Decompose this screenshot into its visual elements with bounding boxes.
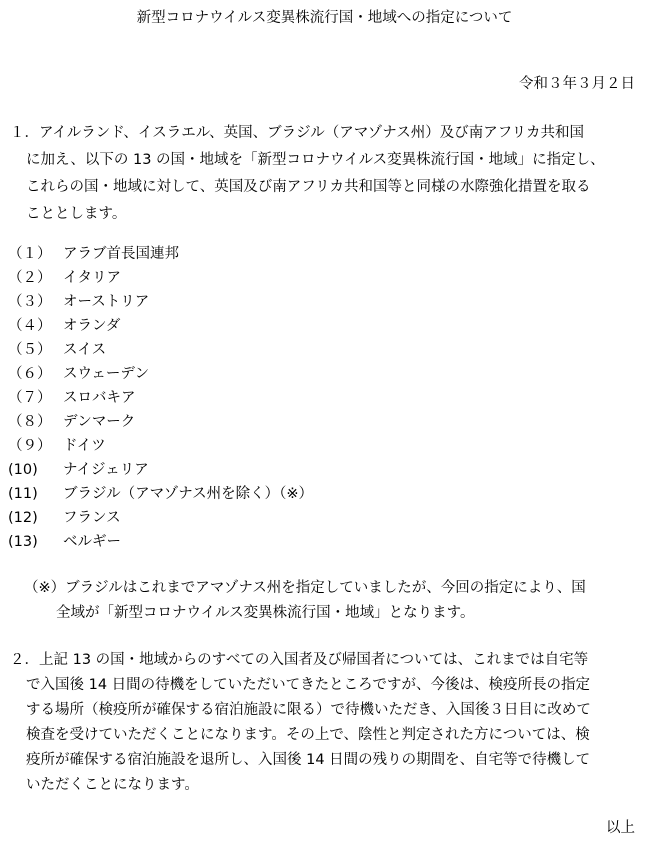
paragraph-1-line: これらの国・地域に対して、英国及び南アフリカ共和国等と同様の水際強化措置を取る <box>26 179 591 195</box>
list-number: (10) <box>8 462 38 478</box>
country-name: オーストリア <box>63 294 150 310</box>
country-name: オランダ <box>63 318 121 334</box>
country-name: ベルギー <box>63 534 121 550</box>
list-number: （９） <box>8 438 52 454</box>
country-name: イタリア <box>63 270 121 286</box>
paragraph-2-line: する場所（検疫所が確保する宿泊施設に限る）で待機いただき、入国後３日目に改めて <box>26 702 591 718</box>
document-title: 新型コロナウイルス変異株流行国・地域への指定について <box>136 10 513 26</box>
country-name: アラブ首長国連邦 <box>63 246 179 262</box>
list-number: （７） <box>8 390 52 406</box>
list-number: （５） <box>8 342 52 358</box>
list-number: （４） <box>8 318 52 334</box>
country-list-item <box>8 362 313 386</box>
country-list-item <box>8 458 313 482</box>
list-number: (11) <box>8 486 38 502</box>
country-name: フランス <box>63 510 121 526</box>
paragraph-2-line: 疫所が確保する宿泊施設を退所し、入国後 14 日間の残りの期間を、自宅等で待機して <box>26 752 591 768</box>
country-name: デンマーク <box>63 414 136 430</box>
paragraph-2 <box>10 648 640 798</box>
country-list-item <box>8 410 313 434</box>
country-list-item <box>8 506 313 530</box>
paragraph-2-line: いただくことになります。 <box>26 777 199 793</box>
country-list-item <box>8 266 313 290</box>
brazil-note <box>24 576 638 626</box>
document-date: 令和３年３月２日 <box>519 76 635 92</box>
country-list-item <box>8 386 313 410</box>
country-name: ブラジル（アマゾナス州を除く）（※） <box>63 486 314 502</box>
paragraph-1-line: １．アイルランド、イスラエル、英国、ブラジル（アマゾナス州）及び南アフリカ共和国 <box>10 125 584 141</box>
country-name: スロバキア <box>63 390 136 406</box>
list-number: （２） <box>8 270 52 286</box>
list-number: （８） <box>8 414 52 430</box>
paragraph-2-line: で入国後 14 日間の待機をしていただいてきたところですが、今後は、検疫所長の指定 <box>26 677 591 693</box>
country-list-item <box>8 530 313 554</box>
paragraph-1-line: に加え、以下の 13 の国・地域を「新型コロナウイルス変異株流行国・地域」に指定し、 <box>26 152 605 168</box>
country-list-item <box>8 434 313 458</box>
list-number: （１） <box>8 246 52 262</box>
country-name: スイス <box>63 342 107 358</box>
country-name: ナイジェリア <box>63 462 149 478</box>
country-list-item <box>8 314 313 338</box>
country-list <box>8 242 313 554</box>
paragraph-1 <box>10 120 638 228</box>
country-list-item <box>8 482 313 506</box>
paragraph-2-line: 検査を受けていただくことになります。その上で、陰性と判定された方については、検 <box>26 727 590 743</box>
list-number: (12) <box>8 510 38 526</box>
country-name: スウェーデン <box>63 366 150 382</box>
note-line: 全域が「新型コロナウイルス変異株流行国・地域」となります。 <box>56 605 475 621</box>
list-number: （６） <box>8 366 52 382</box>
paragraph-1-line: こととします。 <box>26 206 127 222</box>
country-list-item <box>8 290 313 314</box>
closing-mark: 以上 <box>606 820 635 836</box>
country-list-item <box>8 242 313 266</box>
paragraph-2-line: ２．上記 13 の国・地域からのすべての入国者及び帰国者については、これまでは自宅等 <box>10 652 589 668</box>
list-number: (13) <box>8 534 38 550</box>
note-line: （※）ブラジルはこれまでアマゾナス州を指定していましたが、今回の指定により、国 <box>24 580 586 596</box>
country-list-item <box>8 338 313 362</box>
list-number: （３） <box>8 294 52 310</box>
country-name: ドイツ <box>63 438 106 454</box>
